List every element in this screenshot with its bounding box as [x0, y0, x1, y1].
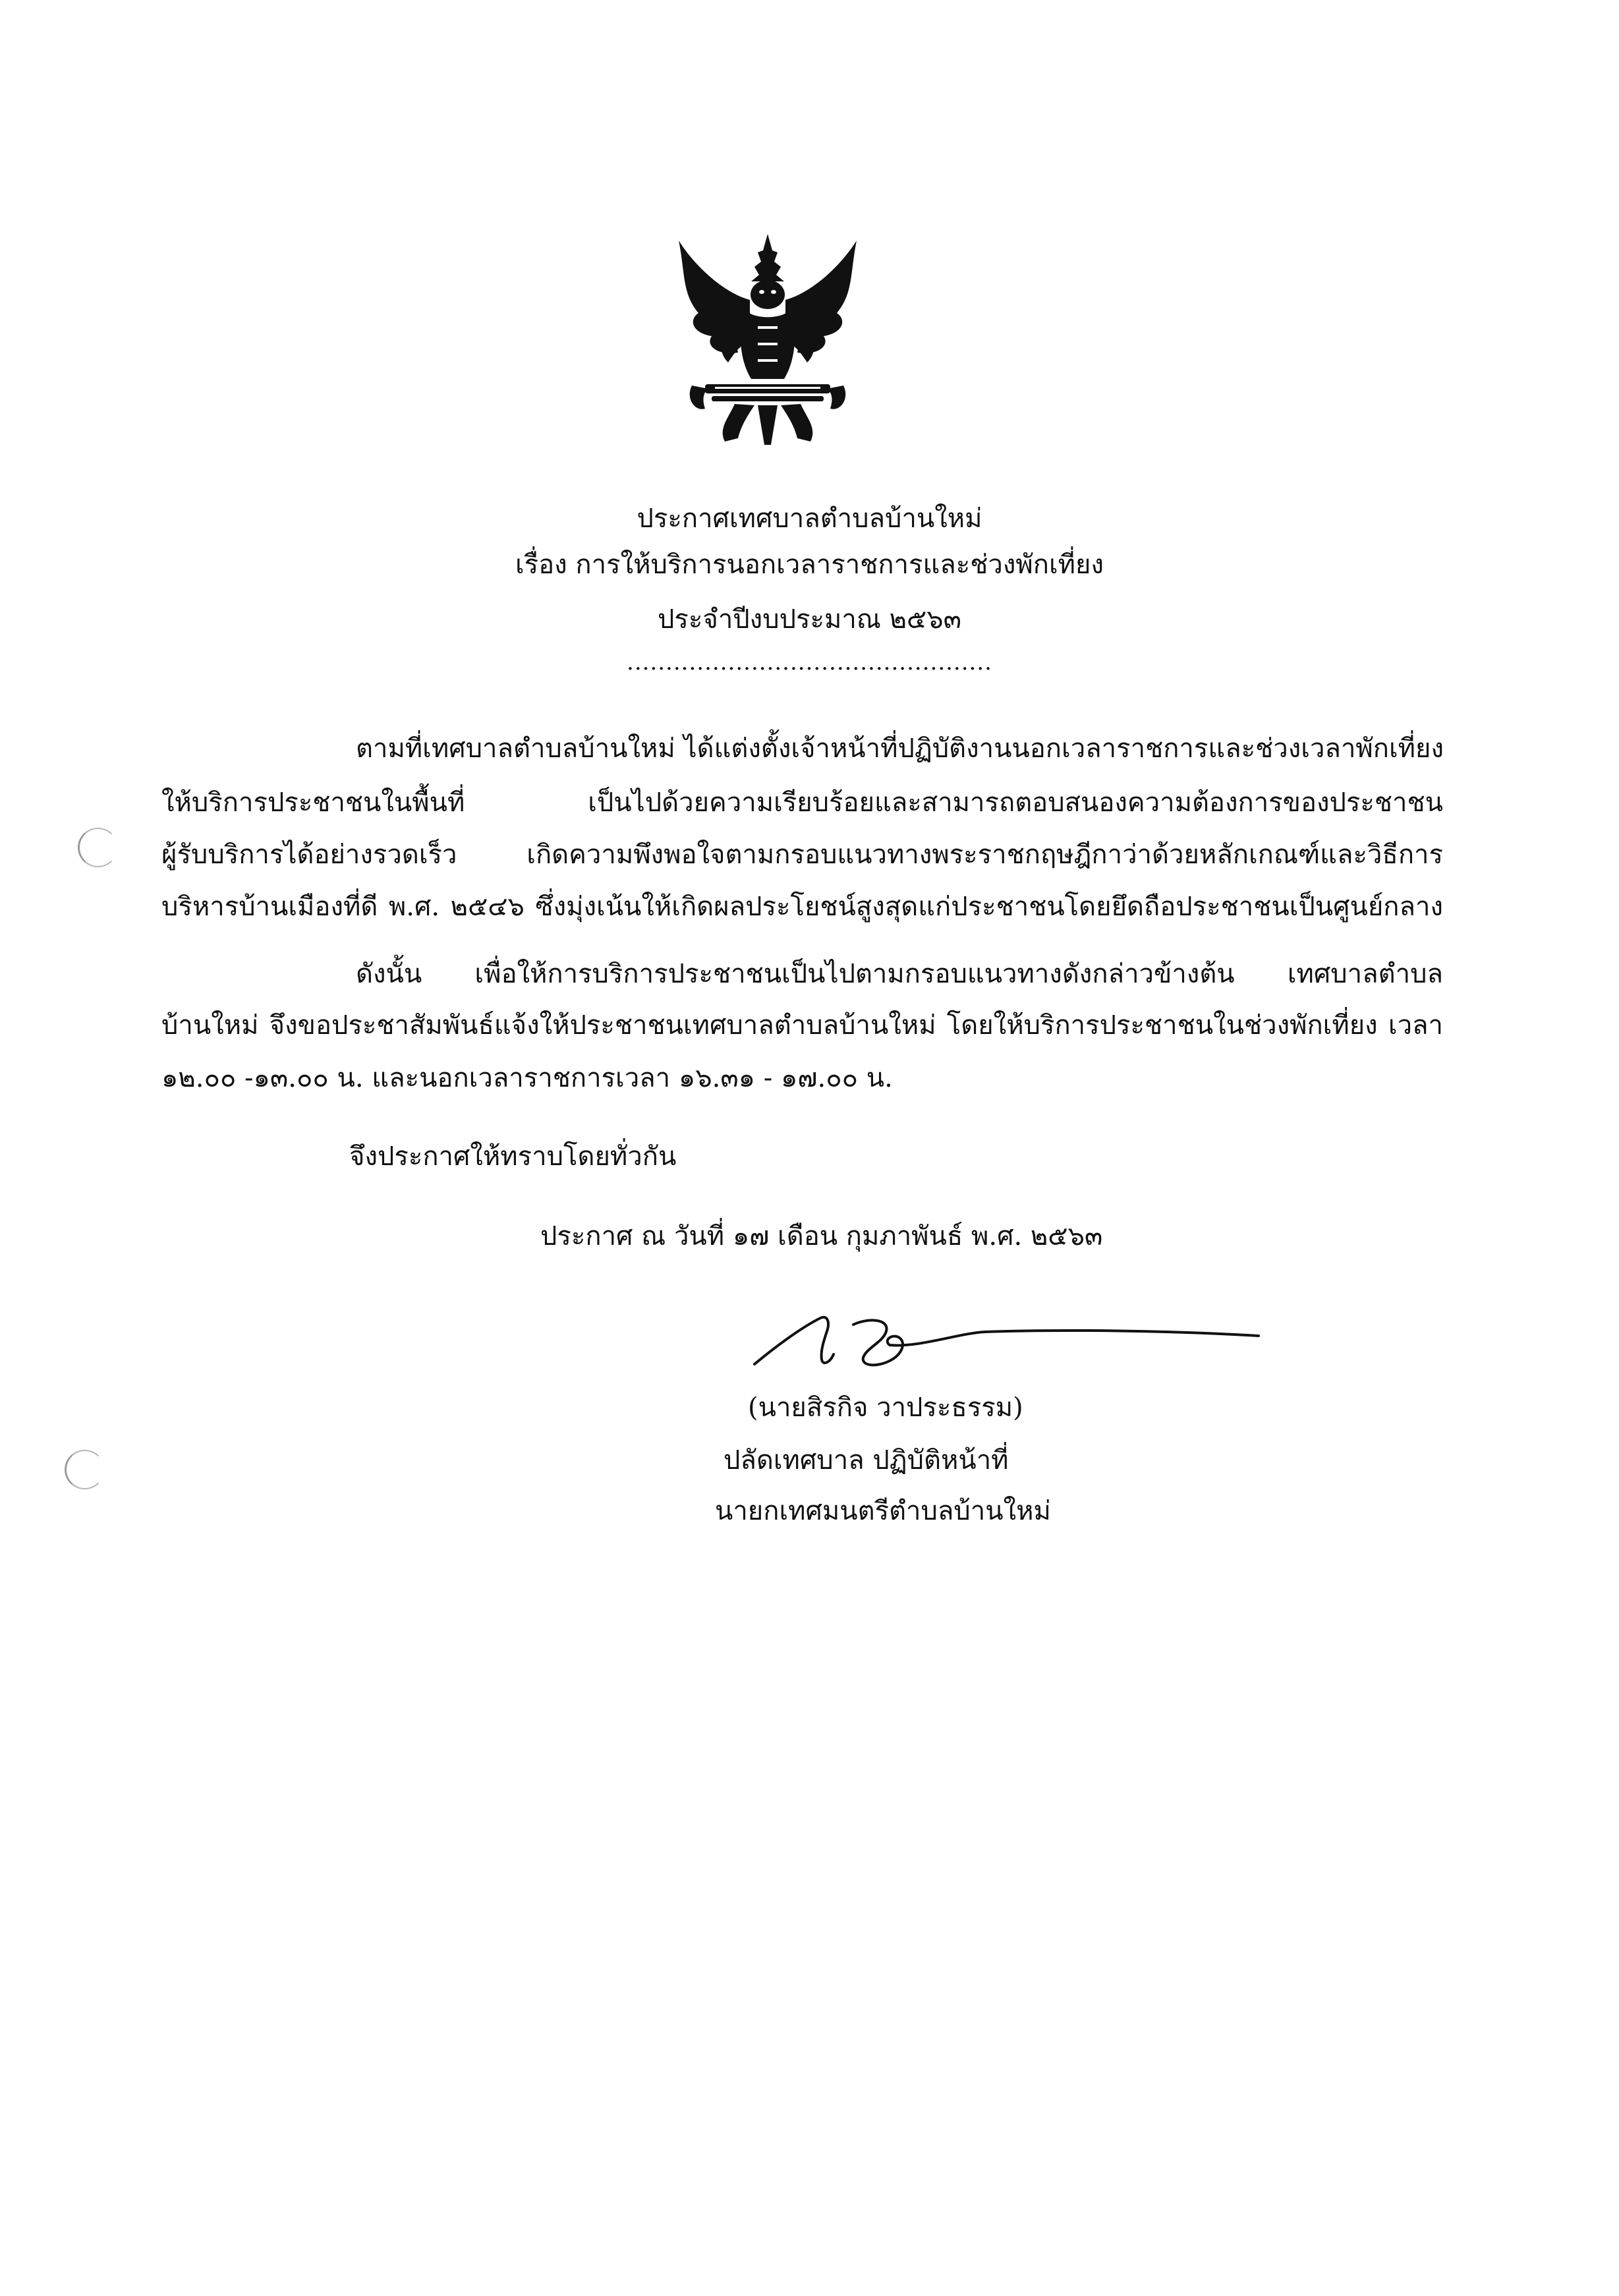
handwritten-signature [748, 1302, 1262, 1381]
closing-statement: จึงประกาศให้ทราบโดยทั่วกัน [349, 1141, 677, 1172]
paragraph-line: ตามที่เทศบาลตำบลบ้านใหม่ ได้แต่งตั้งเจ้าหน้าที่ปฏิบัติงานนอกเวลาราชการและช่วงเวลาพักเที่ยง [356, 733, 1444, 764]
paragraph-line: ดังนั้น เพื่อให้การบริการประชาชนเป็นไปตามกรอบแนวทางดังกล่าวข้างต้น เทศบาลตำบล [356, 959, 1443, 989]
signatory-position: นายกเทศมนตรีตำบลบ้านใหม่ [715, 1496, 1051, 1526]
title-separator: ............................................... [627, 649, 992, 675]
punch-hole [78, 828, 118, 867]
signatory-position: ปลัดเทศบาล ปฏิบัติหน้าที่ [724, 1445, 1009, 1476]
announcement-title: ประกาศเทศบาลตำบลบ้านใหม่ [637, 503, 982, 534]
paragraph-line: บ้านใหม่ จึงขอประชาสัมพันธ์แจ้งให้ประชาชนเทศบาลตำบลบ้านใหม่ โดยให้บริการประชาชนในช่วงพักเที่ยง เวลา [161, 1010, 1444, 1041]
announcement-fiscal-year: ประจำปีงบประมาณ ๒๕๖๓ [658, 604, 961, 635]
announcement-date: ประกาศ ณ วันที่ ๑๗ เดือน กุมภาพันธ์ พ.ศ. ๒๕๖๓ [540, 1221, 1103, 1251]
announcement-subject: เรื่อง การให้บริการนอกเวลาราชการและช่วงพักเที่ยง [515, 550, 1104, 580]
signatory-name: (นายสิรกิจ วาประธรรม) [748, 1392, 1023, 1423]
paragraph-line: ๑๒.๐๐ -๑๓.๐๐ น. และนอกเวลาราชการเวลา ๑๖.๓๑ - ๑๗.๐๐ น. [161, 1063, 893, 1093]
punch-hole [65, 1450, 105, 1489]
paragraph-line: ผู้รับบริการได้อย่างรวดเร็ว เกิดความพึงพอใจตามกรอบแนวทางพระราชกฤษฎีกาว่าด้วยหลักเกณฑ์และวิธีการ [161, 840, 1443, 870]
garuda-emblem-icon [666, 221, 870, 458]
paragraph-line: บริหารบ้านเมืองที่ดี พ.ศ. ๒๕๔๖ ซึ่งมุ่งเน้นให้เกิดผลประโยชน์สูงสุดแก่ประชาชนโดยยึดถือประชาชนเป็นศูนย์กลาง [161, 892, 1443, 922]
paragraph-line: ให้บริการประชาชนในพื้นที่ เป็นไปด้วยความเรียบร้อยและสามารถตอบสนองความต้องการของประชาชน [161, 788, 1443, 818]
